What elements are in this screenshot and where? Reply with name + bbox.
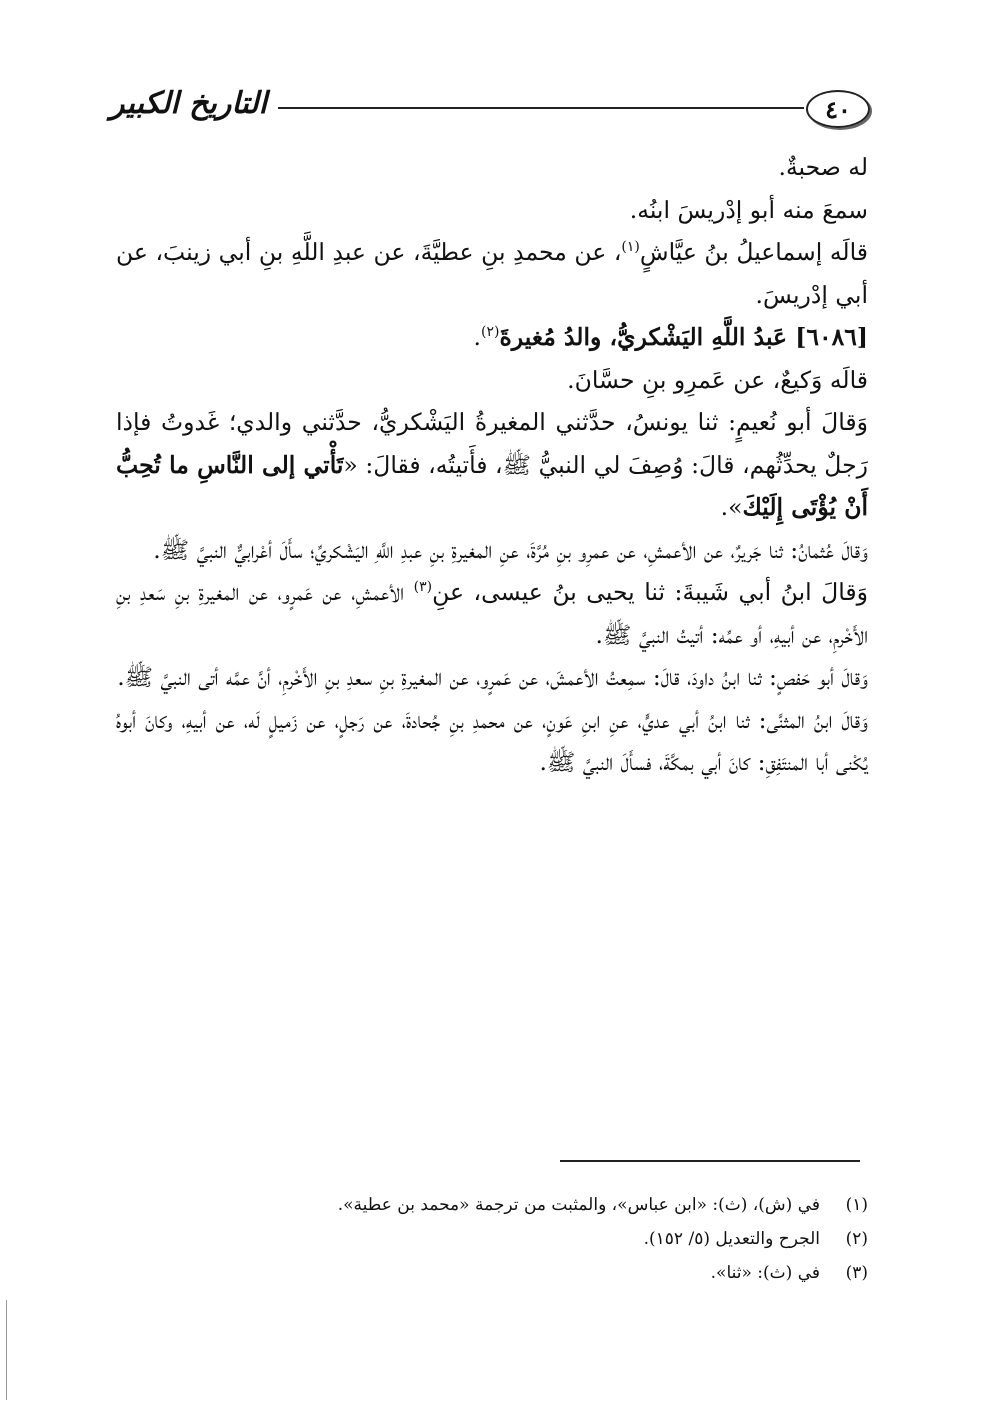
- paragraph: قالَه إسماعيلُ بنُ عيَّاشٍ$^{(١)}$، عن محمدِ بنِ عطيَّةَ، عن عبدِ اللَّهِ بنِ أبي زينبَ، عن أبي إدْريسَ.: [116, 238, 868, 309]
- main-text: [116, 146, 868, 784]
- footnote-ref: (٢): [481, 324, 500, 341]
- paragraph: وَقالَ عُثمانُ: ثنا جَريرٌ، عن الأعمشِ، عن عمرِو بنِ مُرَّةَ، عنِ المغيرةِ بنِ عبدِ اللَّهِ اليَشْكريِّ؛ سأَلَ أعْرابيٌّ النبيَّ ﷺ.: [153, 535, 868, 564]
- footnote: (١) في (ش)، (ث): «ابن عباس»، والمثبت من ترجمة «محمد بن عطية».: [337, 1195, 868, 1215]
- hadith-quote: تَأْتي إلى النَّاسِ ما تُحِبُّ أَنْ يُؤْتَى إِلَيْكَ: [116, 450, 868, 521]
- entry-heading: [٦٠٨٦] عَبدُ اللَّهِ اليَشْكريُّ، والدُ مُغيرةَ$^{(٢)}$.: [473, 323, 868, 351]
- paragraph: وَقالَ ابنُ المثنَّى: ثنا ابنُ أبي عديٍّ، عنِ ابنِ عَونٍ، عن محمدِ بنِ جُحادةَ، عن رَجلٍ، عن زَميلٍ لَه، عن أبيهِ، وكانَ أبوهُ يُكْنى أبا المنتَفِقِ: كانَ أبي بمكَّةَ، فسأَلَ النبيَّ ﷺ.: [116, 705, 868, 776]
- paragraph: وَقالَ أبو حَفصٍ: ثنا ابنُ داودَ، قالَ: سمِعتُ الأعمشَ، عن عَمرٍو، عن المغيرةِ بنِ سعدِ بنِ الأَخْرمِ، أنَّ عمَّه أتى النبيَّ ﷺ.: [117, 663, 868, 691]
- footnote-rule: [560, 1160, 860, 1162]
- scan-edge-line: [6, 1300, 7, 1400]
- footnote: (٣) في (ث): «ثنا».: [710, 1263, 868, 1283]
- header-rule: [278, 107, 804, 109]
- page-number: ٤٠: [806, 90, 870, 128]
- footnotes: [300, 1188, 868, 1290]
- paragraph: له صحبةٌ.: [778, 153, 868, 181]
- footnote-ref: (٣): [413, 579, 433, 596]
- paragraph: وَقالَ ابنُ أبي شَيبةَ: ثنا يحيى بنُ عيسى، عنِ$^{(٣)}$ الأعمشِ، عن عَمرٍو، عن المغيرةِ بنِ سَعدِ بنِ الأَخْرمِ، عن أبيهِ، أو عمِّه: أتيتُ النبيَّ ﷺ.: [116, 578, 868, 649]
- footnote-ref: (١): [621, 239, 640, 256]
- paragraph: سمعَ منه أبو إدْريسَ ابنُه.: [629, 195, 868, 224]
- page-header: [110, 86, 870, 136]
- footnote: (٢) الجرح والتعديل (٥/ ١٥٢).: [643, 1229, 868, 1249]
- paragraph: وَقالَ أبو نُعيمٍ: ثنا يونسُ، حدَّثني المغيرةُ اليَشْكريُّ، حدَّثني والدي؛ غَدوتُ فإذا رَجلٌ يحدِّثُهم، قالَ: وُصِفَ لي النبيُّ ﷺ، فأَتيتُه، فقالَ: «تَأْتي إلى النَّاسِ ما تُحِبُّ أَنْ يُؤْتَى إِلَيْكَ».: [116, 408, 868, 521]
- book-title: التاريخ الكبير: [110, 86, 268, 121]
- paragraph: قالَه وَكيعٌ، عن عَمرِو بنِ حسَّانَ.: [567, 365, 868, 394]
